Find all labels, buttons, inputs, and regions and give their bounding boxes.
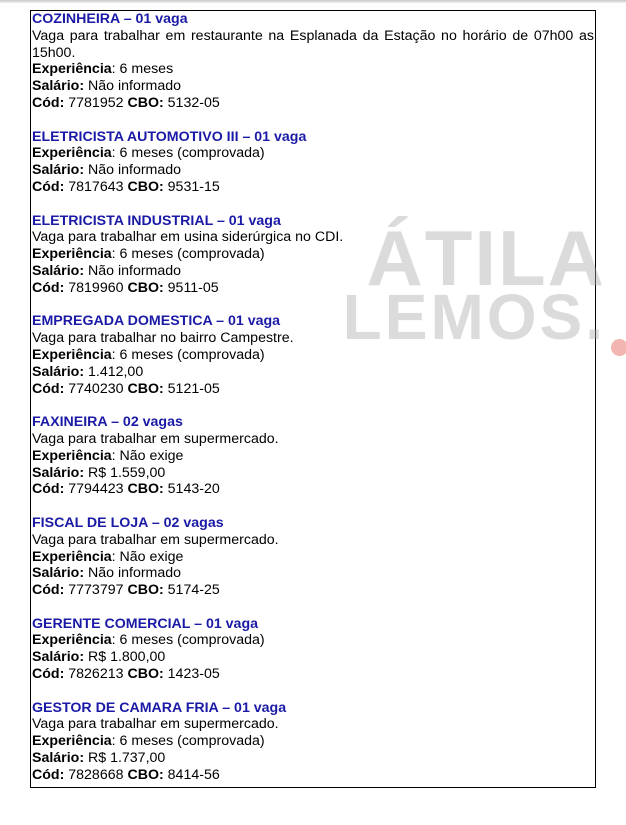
job-experience xyxy=(32,246,594,263)
job-salary xyxy=(32,649,594,666)
cbo-value: 5143-20 xyxy=(163,481,220,498)
job-description: Vaga para trabalhar em supermercado. xyxy=(32,430,279,447)
job-salary xyxy=(32,162,594,179)
cod-label: Cód: xyxy=(32,279,65,296)
experience-label: Experiência xyxy=(32,246,112,263)
experience-label: Experiência xyxy=(32,548,112,565)
salary-label: Salário: xyxy=(32,750,85,767)
cod-label: Cód: xyxy=(32,94,65,111)
cod-value: 7817643 xyxy=(64,178,124,195)
experience-value: : Não exige xyxy=(111,447,184,464)
watermark-dot xyxy=(611,339,626,356)
experience-value: : 6 meses (comprovada) xyxy=(111,346,265,363)
job-listing xyxy=(32,616,594,683)
salary-label: Salário: xyxy=(32,363,85,380)
job-experience xyxy=(32,448,594,465)
job-experience xyxy=(32,549,594,566)
experience-label: Experiência xyxy=(32,632,112,649)
cbo-label: CBO: xyxy=(127,279,164,296)
job-codes xyxy=(32,767,594,784)
cod-label: Cód: xyxy=(32,380,65,397)
experience-label: Experiência xyxy=(32,733,112,750)
cbo-value: 8414-56 xyxy=(163,766,220,783)
job-title: GERENTE COMERCIAL – 01 vaga xyxy=(32,615,259,632)
cod-value: 7773797 xyxy=(64,582,124,599)
salary-value: Não informado xyxy=(84,262,182,279)
experience-value: : 6 meses xyxy=(111,61,174,78)
job-salary xyxy=(32,750,594,767)
job-title: FAXINEIRA – 02 vagas xyxy=(32,414,183,431)
cbo-label: CBO: xyxy=(127,481,164,498)
job-experience xyxy=(32,733,594,750)
job-title: EMPREGADA DOMESTICA – 01 vaga xyxy=(32,313,281,330)
job-experience xyxy=(32,61,594,78)
job-salary xyxy=(32,364,594,381)
job-experience xyxy=(32,632,594,649)
job-salary xyxy=(32,78,594,95)
salary-label: Salário: xyxy=(32,262,85,279)
cbo-label: CBO: xyxy=(127,178,164,195)
job-description: Vaga para trabalhar no bairro Campestre. xyxy=(32,330,294,347)
experience-value: : 6 meses (comprovada) xyxy=(111,145,265,162)
job-listing xyxy=(32,515,594,599)
job-listing xyxy=(32,700,594,784)
job-title: COZINHEIRA – 01 vaga xyxy=(32,11,188,27)
job-salary xyxy=(32,565,594,582)
job-description: Vaga para trabalhar em supermercado. xyxy=(32,716,279,733)
cod-label: Cód: xyxy=(32,582,65,599)
cbo-label: CBO: xyxy=(127,582,164,599)
experience-value: : 6 meses (comprovada) xyxy=(111,632,265,649)
job-list xyxy=(32,11,594,800)
cod-label: Cód: xyxy=(32,481,65,498)
cod-value: 7826213 xyxy=(64,666,124,683)
job-experience xyxy=(32,347,594,364)
experience-value: : Não exige xyxy=(111,548,184,565)
salary-value: R$ 1.559,00 xyxy=(84,464,166,481)
salary-value: R$ 1.800,00 xyxy=(84,649,166,666)
job-codes xyxy=(32,381,594,398)
cbo-label: CBO: xyxy=(127,380,164,397)
job-title: ELETRICISTA INDUSTRIAL – 01 vaga xyxy=(32,212,281,229)
experience-value: : 6 meses (comprovada) xyxy=(111,246,265,263)
cbo-label: CBO: xyxy=(127,94,164,111)
cod-value: 7828668 xyxy=(64,766,124,783)
experience-label: Experiência xyxy=(32,447,112,464)
job-salary xyxy=(32,465,594,482)
salary-label: Salário: xyxy=(32,78,85,95)
experience-label: Experiência xyxy=(32,346,112,363)
salary-value: R$ 1.737,00 xyxy=(84,750,166,767)
cod-value: 7794423 xyxy=(64,481,124,498)
salary-value: Não informado xyxy=(84,78,182,95)
job-description: Vaga para trabalhar em supermercado. xyxy=(32,531,279,548)
job-salary xyxy=(32,263,594,280)
salary-value: Não informado xyxy=(84,162,182,179)
cbo-value: 1423-05 xyxy=(163,666,220,683)
salary-label: Salário: xyxy=(32,565,85,582)
salary-value: Não informado xyxy=(84,565,182,582)
cod-value: 7781952 xyxy=(64,94,124,111)
job-listing xyxy=(32,129,594,196)
salary-label: Salário: xyxy=(32,649,85,666)
job-title: FISCAL DE LOJA – 02 vagas xyxy=(32,514,224,531)
watermark-line-2: LEMOS. xyxy=(342,281,606,353)
job-description: Vaga para trabalhar em restaurante na Esplanada da Estação no horário de 07h00 as 15h00. xyxy=(32,27,594,61)
cbo-value: 5121-05 xyxy=(163,380,220,397)
cbo-value: 9511-05 xyxy=(163,279,219,296)
job-codes xyxy=(32,582,594,599)
experience-label: Experiência xyxy=(32,145,112,162)
cod-value: 7819960 xyxy=(64,279,124,296)
page-top-shadow xyxy=(0,0,626,3)
job-description: Vaga para trabalhar em usina siderúrgica no CDI. xyxy=(32,229,344,246)
cod-label: Cód: xyxy=(32,178,65,195)
job-listing xyxy=(32,313,594,397)
cbo-value: 5174-25 xyxy=(163,582,220,599)
cod-label: Cód: xyxy=(32,766,65,783)
salary-label: Salário: xyxy=(32,162,85,179)
cbo-value: 9531-15 xyxy=(163,178,220,195)
job-listing xyxy=(32,414,594,498)
experience-label: Experiência xyxy=(32,61,112,78)
job-codes xyxy=(32,280,594,297)
job-listing xyxy=(32,213,594,297)
job-listing xyxy=(32,11,594,112)
job-codes xyxy=(32,481,594,498)
salary-label: Salário: xyxy=(32,464,85,481)
cbo-label: CBO: xyxy=(127,666,164,683)
job-codes xyxy=(32,666,594,683)
salary-value: 1.412,00 xyxy=(84,363,144,380)
cod-value: 7740230 xyxy=(64,380,124,397)
job-codes xyxy=(32,95,594,112)
cod-label: Cód: xyxy=(32,666,65,683)
watermark-line-1: ÁTILA xyxy=(366,214,606,302)
cbo-value: 5132-05 xyxy=(163,94,220,111)
job-experience xyxy=(32,145,594,162)
job-codes xyxy=(32,179,594,196)
job-title: ELETRICISTA AUTOMOTIVO III – 01 vaga xyxy=(32,128,307,145)
cbo-label: CBO: xyxy=(127,766,164,783)
experience-value: : 6 meses (comprovada) xyxy=(111,733,265,750)
job-title: GESTOR DE CAMARA FRIA – 01 vaga xyxy=(32,699,287,716)
